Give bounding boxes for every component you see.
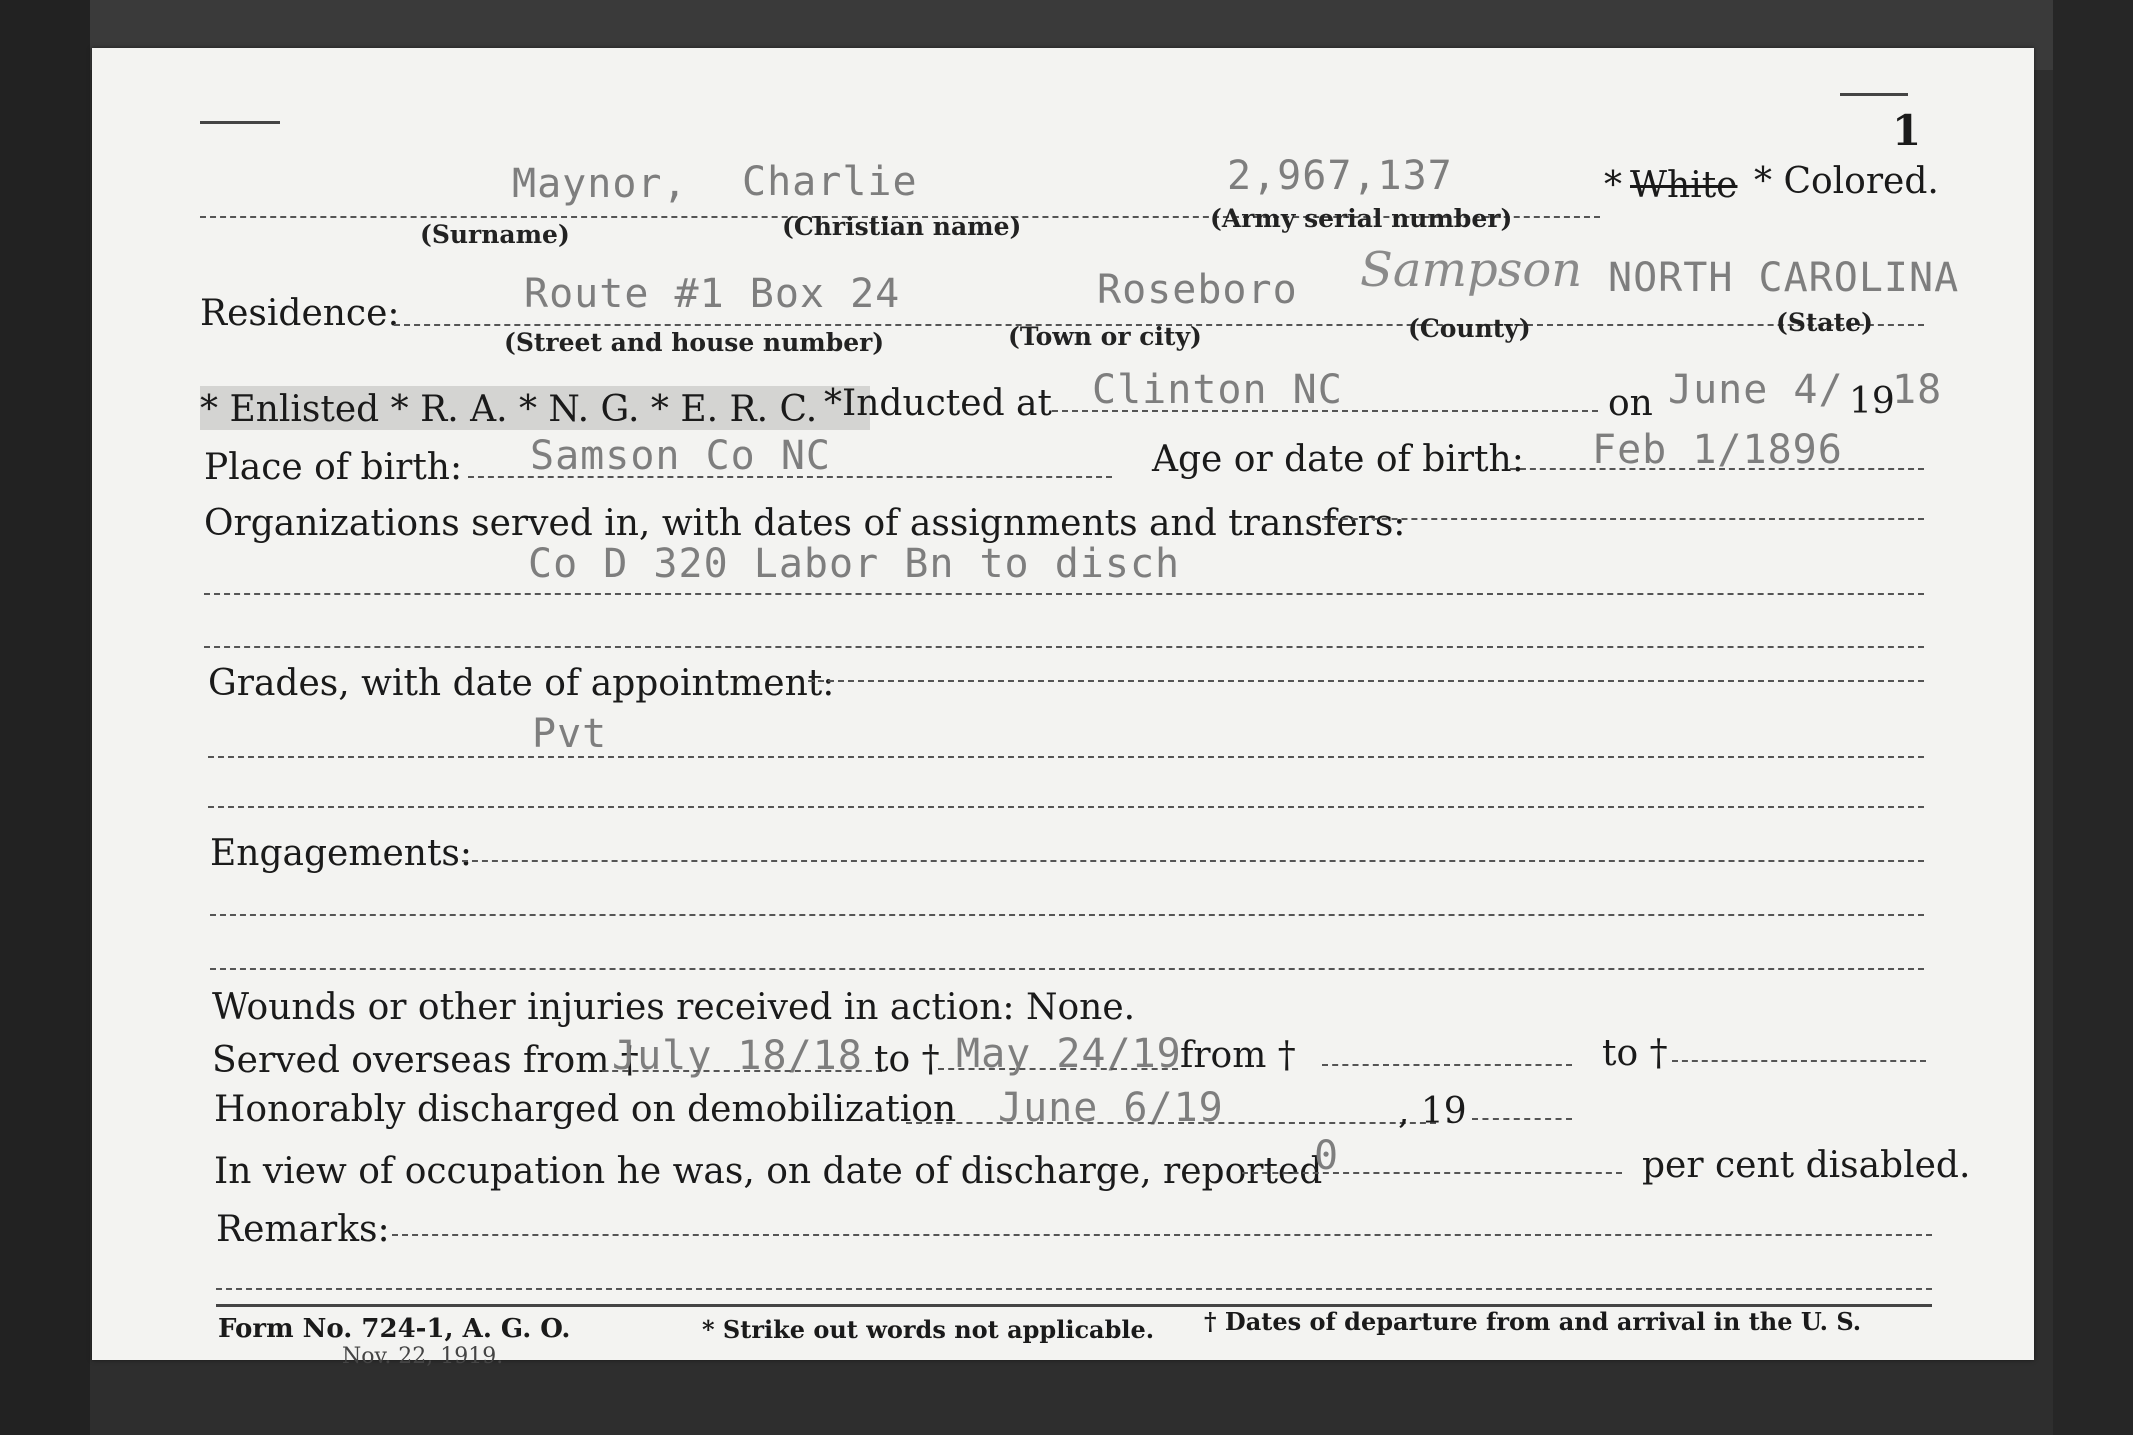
discharge-date: June 6/19 xyxy=(998,1085,1224,1131)
residence-town: Roseboro xyxy=(1097,267,1298,313)
surname-caption: (Surname) xyxy=(420,220,570,249)
wounds-label: Wounds or other injuries received in action: None. xyxy=(212,987,1136,1028)
on-label: on xyxy=(1608,383,1653,424)
overseas-from-line xyxy=(602,1070,882,1072)
overseas-label: Served overseas from † xyxy=(212,1040,639,1081)
engagements-line-2 xyxy=(210,914,1924,916)
second-from-line xyxy=(1322,1064,1572,1066)
engagements-label: Engagements: xyxy=(210,833,473,874)
remarks-line-2 xyxy=(216,1288,1932,1290)
organizations-label: Organizations served in, with dates of assignments and transfers: xyxy=(204,503,1406,544)
age-value: Feb 1/1896 xyxy=(1592,427,1843,473)
grades-line-3 xyxy=(208,806,1924,808)
overseas-to-date: May 24/19 xyxy=(956,1031,1182,1077)
grades-line-1 xyxy=(808,680,1924,682)
inducted-place: Clinton NC xyxy=(1092,367,1343,413)
disability-value: 0 xyxy=(1314,1133,1340,1179)
service-record-card xyxy=(92,48,2034,1369)
place-of-birth-label: Place of birth: xyxy=(204,447,463,488)
race-colored: * Colored. xyxy=(1754,161,1939,202)
residence-county: Sampson xyxy=(1360,242,1583,298)
residence-label: Residence: xyxy=(200,293,400,334)
serial-number-value: 2,967,137 xyxy=(1227,153,1453,199)
state-caption: (State) xyxy=(1776,308,1873,337)
place-of-birth-value: Samson Co NC xyxy=(530,433,831,479)
street-caption: (Street and house number) xyxy=(504,328,885,357)
inducted-line xyxy=(1052,410,1598,412)
discharge-label: Honorably discharged on demobilization xyxy=(214,1089,957,1130)
background-left xyxy=(0,0,90,1435)
christian-name-value: Charlie xyxy=(742,159,918,205)
discharge-year-line xyxy=(1472,1118,1572,1120)
year-suffix: 18 xyxy=(1892,367,1943,413)
grades-line-2 xyxy=(208,756,1924,758)
race-star: * xyxy=(1604,165,1622,206)
enlisted-options: * Enlisted * R. A. * N. G. * E. R. C. xyxy=(200,389,818,430)
form-date: Nov. 22, 1919. xyxy=(342,1344,504,1369)
org-line-3 xyxy=(204,646,1924,648)
form-number: Form No. 724-1, A. G. O. xyxy=(218,1314,571,1344)
overseas-to-line xyxy=(938,1068,1178,1070)
engagements-line-1 xyxy=(462,860,1924,862)
org-line-1 xyxy=(1322,518,1924,520)
engagements-line-3 xyxy=(210,968,1924,970)
dates-note: † Dates of departure from and arrival in the U. S. xyxy=(1204,1307,1862,1336)
christian-name-caption: (Christian name) xyxy=(782,212,1022,241)
org-line-2 xyxy=(204,593,1924,595)
card-number: 1 xyxy=(1892,106,1922,155)
surname-value: Maynor, xyxy=(512,161,688,207)
disability-line xyxy=(1242,1172,1622,1174)
grades-value: Pvt xyxy=(532,711,608,757)
serial-number-caption: (Army serial number) xyxy=(1210,204,1513,233)
second-from-label: from † xyxy=(1180,1035,1296,1076)
county-caption: (County) xyxy=(1408,314,1531,343)
pob-line xyxy=(468,476,1112,478)
discharge-line xyxy=(906,1122,1436,1124)
race-white: White xyxy=(1630,165,1738,206)
remarks-line-1 xyxy=(392,1234,1932,1236)
town-caption: (Town or city) xyxy=(1008,322,1202,351)
organizations-value: Co D 320 Labor Bn to disch xyxy=(528,541,1181,587)
remarks-label: Remarks: xyxy=(216,1209,390,1250)
age-label: Age or date of birth: xyxy=(1152,439,1524,480)
disability-suffix: per cent disabled. xyxy=(1642,1145,1971,1186)
inducted-date: June 4/ xyxy=(1668,367,1844,413)
year-prefix: 19 xyxy=(1849,381,1895,422)
inducted-label: *Inducted at xyxy=(824,383,1052,424)
residence-street: Route #1 Box 24 xyxy=(524,271,901,317)
discharge-year: , 19 xyxy=(1398,1091,1467,1132)
second-to-label: to † xyxy=(1602,1033,1668,1074)
corner-mark-right xyxy=(1840,93,1908,96)
second-to-line xyxy=(1672,1060,1926,1062)
strike-note: * Strike out words not applicable. xyxy=(702,1315,1155,1344)
disability-label: In view of occupation he was, on date of discharge, reported xyxy=(214,1151,1323,1192)
overseas-from-date: July 18/18 xyxy=(612,1033,863,1079)
grades-label: Grades, with date of appointment: xyxy=(208,663,835,704)
residence-state: NORTH CAROLINA xyxy=(1608,255,1960,301)
age-line xyxy=(1510,468,1924,470)
corner-mark-left xyxy=(200,121,280,124)
background-right xyxy=(2053,0,2133,1435)
overseas-to-label: to † xyxy=(874,1039,940,1080)
